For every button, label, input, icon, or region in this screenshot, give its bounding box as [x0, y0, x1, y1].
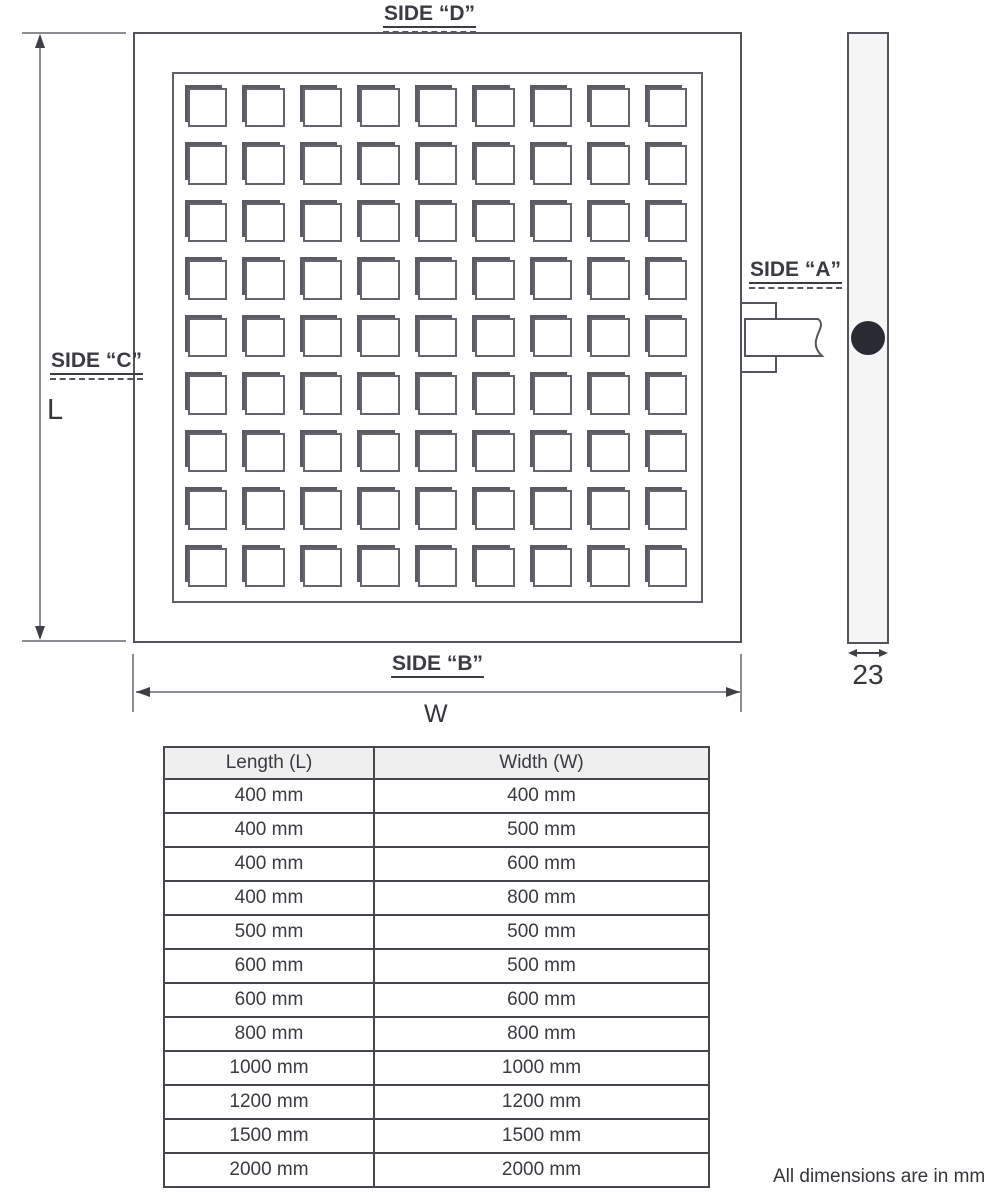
grate-cell: [245, 490, 284, 529]
table-cell: 1500 mm: [374, 1119, 709, 1153]
table-cell: 2000 mm: [164, 1153, 374, 1187]
grate-cell: [648, 203, 687, 242]
table-row: [164, 949, 709, 983]
pin-dot: [851, 321, 885, 355]
grate-cell: [590, 490, 629, 529]
grate-cell: [475, 433, 514, 472]
table-row: [164, 1153, 709, 1187]
grate-cell: [245, 318, 284, 357]
grate-cell: [533, 203, 572, 242]
grate-cell: [188, 375, 227, 414]
grate-cell: [418, 145, 457, 184]
table-cell: 400 mm: [164, 779, 374, 813]
grate-cell: [533, 490, 572, 529]
grate-cell: [475, 548, 514, 587]
grate-cell: [590, 260, 629, 299]
grate-cell: [303, 260, 342, 299]
grate-cell: [590, 88, 629, 127]
grate-cell: [188, 260, 227, 299]
grate-cell: [360, 433, 399, 472]
grate-cell: [188, 490, 227, 529]
table-cell: 500 mm: [374, 915, 709, 949]
grate-cell: [533, 548, 572, 587]
grate-cell: [245, 548, 284, 587]
grate-cell: [533, 318, 572, 357]
grate-cell: [590, 548, 629, 587]
table-cell: 400 mm: [374, 779, 709, 813]
dim-l-extension-bottom: [22, 640, 126, 642]
grate-cell: [590, 318, 629, 357]
grate-cell: [590, 145, 629, 184]
grate-cell: [360, 375, 399, 414]
grate-cell: [648, 88, 687, 127]
table-cell: 400 mm: [164, 847, 374, 881]
side-a-dashed-underline: [749, 287, 842, 289]
spec-table: [163, 746, 710, 1188]
grate-cell: [475, 375, 514, 414]
table-row: [164, 813, 709, 847]
grate-cell: [245, 260, 284, 299]
grate-cell: [590, 375, 629, 414]
table-row: [164, 847, 709, 881]
dim-w-extension-right: [740, 654, 742, 712]
grate-cell: [590, 203, 629, 242]
inner-frame: [172, 72, 703, 603]
grate-cell: [418, 318, 457, 357]
table-cell: 500 mm: [374, 949, 709, 983]
side-d-label: [383, 3, 476, 33]
grate-cell: [245, 433, 284, 472]
length-letter: L: [47, 394, 64, 426]
units-note: All dimensions are in mm: [773, 1166, 986, 1187]
table-row: [164, 1085, 709, 1119]
table-row: [164, 1051, 709, 1085]
grate-cell: [245, 145, 284, 184]
grate-cell: [360, 88, 399, 127]
table-cell: 800 mm: [374, 1017, 709, 1051]
grate-cell: [475, 203, 514, 242]
dim-w-arrow-left-icon: [136, 687, 150, 697]
grate-cell: [245, 88, 284, 127]
grate-cell: [418, 375, 457, 414]
grate-cell: [418, 548, 457, 587]
side-c-dashed-underline: [50, 378, 143, 380]
grate-cell: [303, 88, 342, 127]
table-cell: 600 mm: [164, 983, 374, 1017]
side-a-label: [749, 259, 842, 289]
table-cell: 500 mm: [374, 813, 709, 847]
grate-cell: [303, 203, 342, 242]
table-header-row: [164, 747, 709, 779]
width-letter: W: [424, 700, 448, 728]
table-cell: 1000 mm: [374, 1051, 709, 1085]
grate-cell: [360, 260, 399, 299]
dim-thickness-arrow-left-icon: [848, 649, 857, 657]
table-cell: 1200 mm: [164, 1085, 374, 1119]
dim-l-arrow-up-icon: [35, 34, 45, 48]
length-column-header: Length (L): [164, 747, 374, 779]
grate-cell: [188, 318, 227, 357]
side-c-label: [50, 350, 143, 380]
table-cell: 600 mm: [374, 983, 709, 1017]
connector-plug: [744, 317, 830, 358]
grate-cell: [188, 548, 227, 587]
grate-cell: [360, 203, 399, 242]
spec-table-body: [164, 779, 709, 1187]
grate-cell: [418, 490, 457, 529]
grate-cell: [590, 433, 629, 472]
grate-cell: [303, 548, 342, 587]
grate-cell: [303, 433, 342, 472]
table-cell: 800 mm: [164, 1017, 374, 1051]
thickness-value: 23: [852, 659, 884, 690]
dim-thickness-arrow-right-icon: [879, 649, 888, 657]
table-row: [164, 983, 709, 1017]
table-cell: 2000 mm: [374, 1153, 709, 1187]
table-cell: 600 mm: [164, 949, 374, 983]
grate-cell: [533, 145, 572, 184]
grate-cell: [188, 88, 227, 127]
grate-cell: [533, 433, 572, 472]
table-cell: 800 mm: [374, 881, 709, 915]
front-view-panel: [133, 32, 742, 643]
table-row: [164, 779, 709, 813]
dim-w-extension-left: [132, 654, 134, 712]
side-view-bar: [847, 32, 889, 644]
dim-w-arrow-right-icon: [726, 687, 740, 697]
table-cell: 1500 mm: [164, 1119, 374, 1153]
grate-cell: [188, 145, 227, 184]
grate-cell: [418, 433, 457, 472]
spec-table-head: [164, 747, 709, 779]
grate-cell: [418, 260, 457, 299]
table-cell: 600 mm: [374, 847, 709, 881]
grate-cell: [475, 490, 514, 529]
grate-cell: [303, 145, 342, 184]
table-cell: 1000 mm: [164, 1051, 374, 1085]
grate-cell: [648, 433, 687, 472]
width-column-header: Width (W): [374, 747, 709, 779]
grate-cell: [360, 548, 399, 587]
side-b-label: [391, 653, 484, 678]
grate-cell: [303, 318, 342, 357]
grate-cell: [360, 318, 399, 357]
grate-cell: [648, 490, 687, 529]
grate-cell: [418, 203, 457, 242]
grate-cell: [648, 145, 687, 184]
grate-cell: [648, 548, 687, 587]
grate-cell: [475, 260, 514, 299]
side-d-text: SIDE “D”: [383, 3, 476, 28]
grate-cell: [533, 88, 572, 127]
table-cell: 400 mm: [164, 813, 374, 847]
grate-cell: [303, 490, 342, 529]
grate-cell: [475, 88, 514, 127]
side-b-text: SIDE “B”: [391, 653, 484, 678]
grate-cell: [360, 490, 399, 529]
table-row: [164, 1017, 709, 1051]
grate-cell: [475, 145, 514, 184]
grate-cell: [245, 203, 284, 242]
side-a-text: SIDE “A”: [749, 259, 842, 284]
grate-cell: [648, 260, 687, 299]
grate-cell: [418, 88, 457, 127]
grate-grid: [188, 88, 687, 587]
table-cell: 400 mm: [164, 881, 374, 915]
dim-l-line: [39, 36, 41, 638]
grate-cell: [245, 375, 284, 414]
grate-cell: [648, 318, 687, 357]
grate-cell: [188, 433, 227, 472]
grate-cell: [360, 145, 399, 184]
dim-w-line: [136, 691, 740, 693]
dim-l-arrow-down-icon: [35, 626, 45, 640]
side-c-text: SIDE “C”: [50, 350, 143, 375]
table-cell: 1200 mm: [374, 1085, 709, 1119]
table-cell: 500 mm: [164, 915, 374, 949]
grate-cell: [188, 203, 227, 242]
grate-cell: [475, 318, 514, 357]
grate-cell: [303, 375, 342, 414]
table-row: [164, 881, 709, 915]
grate-cell: [533, 375, 572, 414]
grate-cell: [533, 260, 572, 299]
grate-cell: [648, 375, 687, 414]
table-row: [164, 915, 709, 949]
table-row: [164, 1119, 709, 1153]
